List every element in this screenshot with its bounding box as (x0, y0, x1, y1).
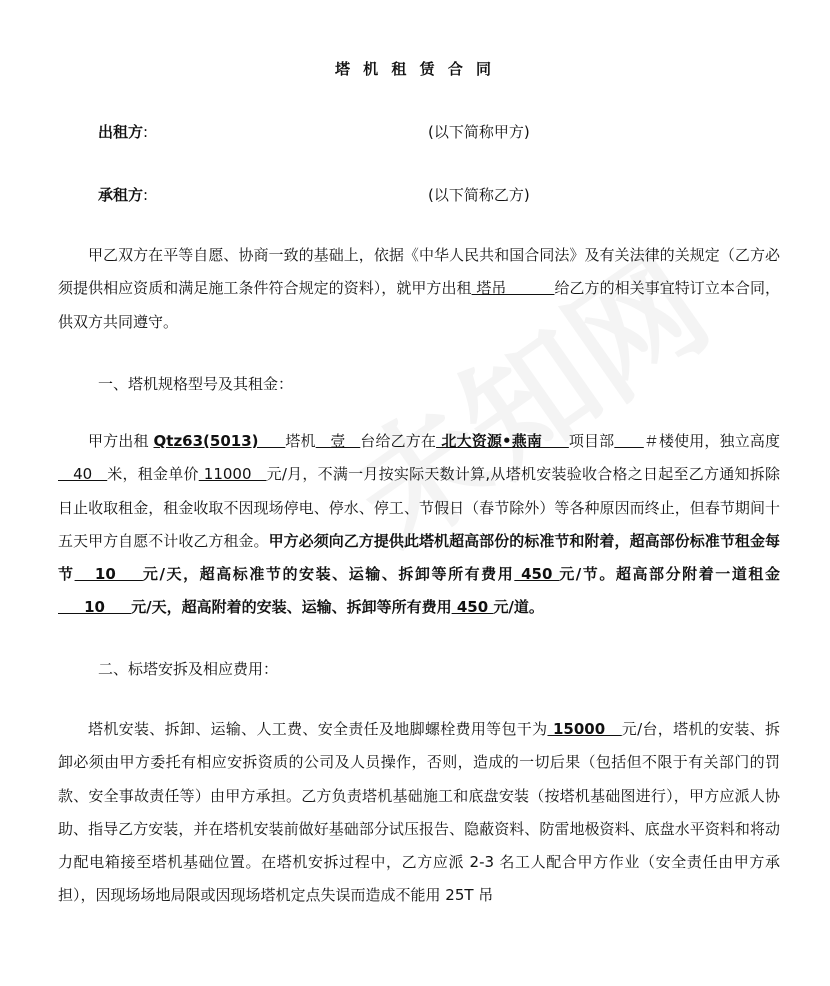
lessee-line (98, 184, 148, 205)
rented-item: 塔吊 (471, 279, 555, 298)
lessor-note: (以下简称甲方) (428, 123, 530, 141)
section1-paragraph (58, 425, 780, 625)
lessor-line (98, 121, 148, 142)
s1-bold-3: 元/节。超高部分附着一道租金 (559, 565, 780, 584)
s1-bold-4: 元/天，超高附着的安装、运输、拆卸等所有费用 (131, 598, 452, 617)
section2-heading: 二、标塔安拆及相应费用： (98, 660, 279, 678)
s1-bold-2: 元/天，超高标准节的安装、运输、拆卸等所有费用 (142, 565, 515, 584)
section-rent: 10 (74, 565, 143, 584)
s1-text-7: 元/月，不满一月按实际天数计算,从塔机安装验收合格之日起至乙方通知拆除日止收取租金，租金收取不因现场停电、停水、停工、节假日（春节除外）等各种原因而终止，但春节期间十五天甲方自愿不计收乙方租金。 (58, 465, 780, 550)
s1-bold-1: 甲方必须向乙方提供此塔机超高部份的标准节和附着，超高部份标准节租金每节 (58, 531, 780, 584)
tower-height: 40 (58, 465, 108, 484)
section-fee: 450 (514, 565, 560, 584)
install-fee: 15000 (547, 720, 622, 738)
s2-text-2: 元/台，塔机的安装、拆卸必须由甲方委托有相应安拆资质的公司及人员操作，否则，造成的一切后果（包括但不限于有关部门的罚款、安全事故责任等）由甲方承担。乙方负责塔机基础施工和底盘安装（按塔机基础图进行），甲方应派人协助、指导乙方安装，并在塔机安装前做好基础部分试压报告、隐蔽资料、防雷地极资料、底盘水平资料和将动力配电箱接至塔机基础位置。在塔机安拆过程中，乙方应派 2-3 名工人配合甲方作业（安全责任由甲方承担），因现场场地局限或因现场塔机定点失误而造成不能用 25T 吊 (58, 720, 780, 905)
lessee-colon: : (143, 186, 149, 204)
lessee-note: (以下简称乙方) (428, 186, 530, 204)
s1-text-6: 米，租金单价 (107, 465, 199, 484)
s1-bold-5: 元/道。 (493, 598, 544, 617)
intro-text-a: 甲乙双方在平等自愿、协商一致的基础上，依据《中华人民共和国合同法》及有关法律的关规定（乙方必须提供相应资质和满足施工条件符合规定的资料），就甲方出租 (58, 246, 780, 298)
lessor-label: 出租方 (98, 123, 144, 141)
intro-paragraph (58, 239, 780, 339)
s1-text-5: ＃楼使用，独立高度 (643, 432, 780, 450)
s1-text-3: 台给乙方在 (360, 432, 437, 450)
lessor-colon: : (143, 123, 149, 141)
monthly-rent: 11000 (198, 465, 267, 484)
attachment-rent: 10 (58, 598, 132, 617)
tower-model: Qtz63(5013) (153, 432, 286, 450)
tower-quantity: 壹 (315, 432, 361, 450)
attachment-fee: 450 (451, 598, 494, 617)
page-title: 塔 机 租 赁 合 同 (334, 60, 496, 78)
intro-text-b: 给乙方的相关事宜特订立本合同，供双方共同遵守。 (58, 279, 780, 331)
building-number (614, 432, 644, 450)
section1-heading: 一、塔机规格型号及其租金： (98, 375, 294, 393)
s1-text-2: 塔机 (285, 432, 316, 450)
lessee-label: 承租方 (98, 186, 144, 204)
s1-text-1: 甲方出租 (88, 432, 154, 450)
project-site: 北大资源•燕南 (436, 432, 569, 450)
s2-text-1: 塔机安装、拆卸、运输、人工费、安全责任及地脚螺栓费用等包干为 (88, 720, 548, 738)
s1-text-4: 项目部 (568, 432, 615, 450)
section2-paragraph (58, 713, 780, 913)
